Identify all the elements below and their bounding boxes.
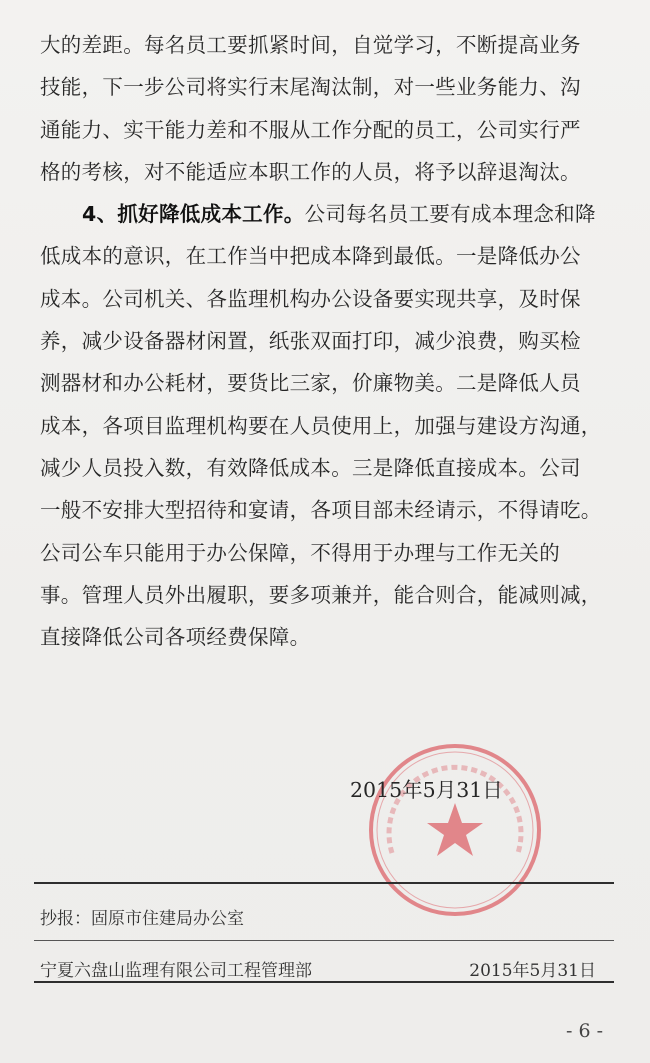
body-text bbox=[40, 24, 620, 658]
body-line: 低成本的意识，在工作当中把成本降到最低。一是降低办公 bbox=[40, 244, 581, 269]
body-line: 通能力、实干能力差和不服从工作分配的员工，公司实行严 bbox=[40, 117, 581, 142]
body-line: 事。管理人员外出履职，要多项兼并，能合则合，能减则减， bbox=[40, 582, 602, 607]
body-line: 测器材和办公耗材，要货比三家，价廉物美。二是降低人员 bbox=[40, 371, 581, 396]
section-heading: 4、抓好降低成本工作。 bbox=[82, 202, 305, 227]
issuer-name: 宁夏六盘山监理有限公司工程管理部 bbox=[40, 961, 312, 981]
body-line: 直接降低公司各项经费保障。 bbox=[40, 625, 311, 650]
body-line: 养，减少设备器材闲置，纸张双面打印，减少浪费，购买检 bbox=[40, 329, 581, 354]
page-number: - 6 - bbox=[566, 1020, 604, 1042]
body-line: 一般不安排大型招待和宴请，各项目部未经请示，不得请吃。 bbox=[40, 498, 602, 523]
footer-rule-bottom bbox=[34, 981, 614, 983]
section-heading-line bbox=[40, 193, 620, 235]
body-line: 成本。公司机关、各监理机构办公设备要实现共享，及时保 bbox=[40, 286, 581, 311]
footer-rule-middle bbox=[34, 940, 614, 941]
footer-rule-top bbox=[34, 882, 614, 884]
issuer-line bbox=[40, 956, 596, 981]
body-line: 大的差距。每名员工要抓紧时间，自觉学习，不断提高业务 bbox=[40, 33, 581, 57]
body-line: 减少人员投入数，有效降低成本。三是降低直接成本。公司 bbox=[40, 455, 581, 480]
body-line: 公司公车只能用于办公保障，不得用于办理与工作无关的 bbox=[40, 540, 560, 565]
body-line: 成本，各项目监理机构要在人员使用上，加强与建设方沟通， bbox=[40, 413, 602, 438]
body-line: 格的考核，对不能适应本职工作的人员，将予以辞退淘汰。 bbox=[40, 159, 581, 184]
seal-star-icon bbox=[427, 803, 483, 856]
body-line: 技能，下一步公司将实行末尾淘汰制，对一些业务能力、沟 bbox=[40, 75, 581, 100]
issue-date: 2015年5月31日 bbox=[469, 961, 596, 981]
cc-recipient: 抄报：固原市住建局办公室 bbox=[40, 909, 244, 929]
signature-date: 2015年5月31日 bbox=[350, 778, 503, 802]
section-heading-rest: 公司每名员工要有成本理念和降 bbox=[304, 202, 596, 227]
official-seal-icon bbox=[360, 735, 550, 925]
